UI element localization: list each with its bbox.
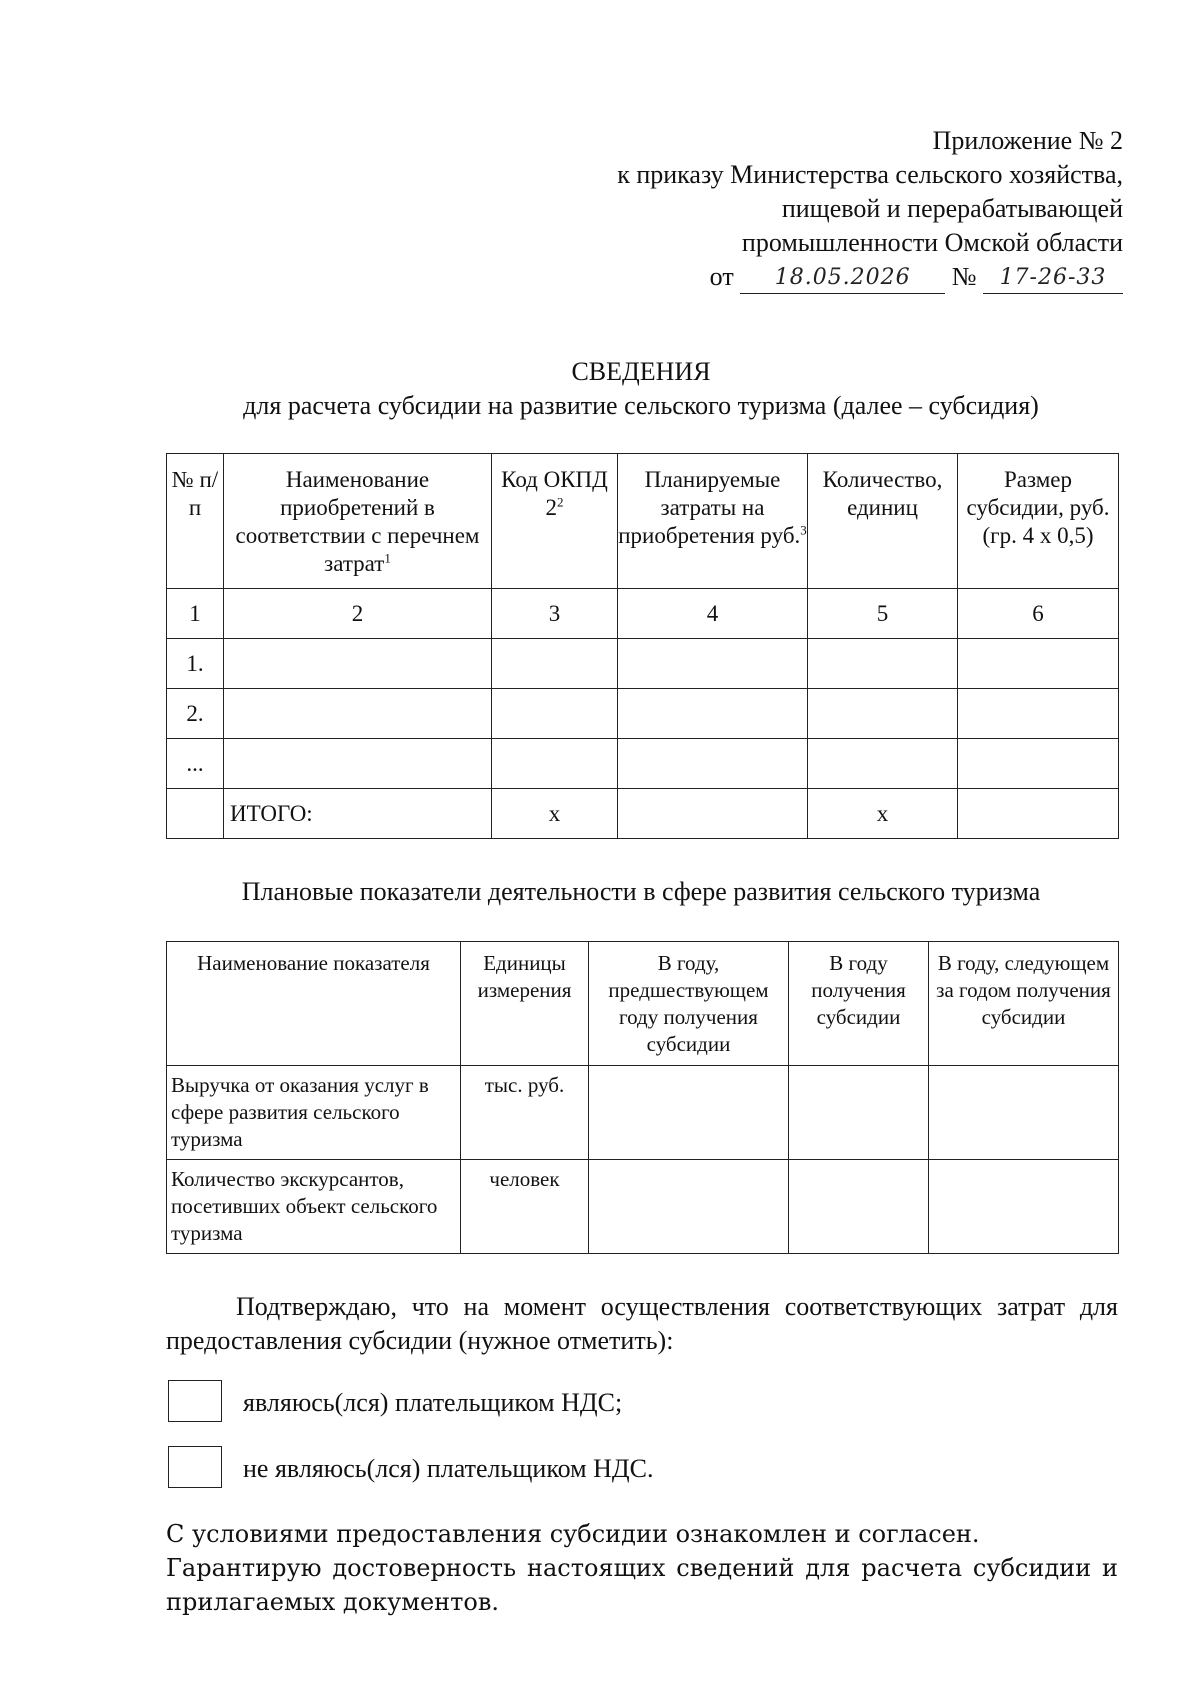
- table-cell[interactable]: [958, 639, 1119, 689]
- col-header-number: № п/п: [167, 454, 224, 589]
- table-cell: 1: [167, 589, 224, 639]
- vat-payer-label: являюсь(лся) плательщиком НДС;: [243, 1388, 623, 1417]
- col-header-quantity: Количество, единиц: [808, 454, 958, 589]
- table-cell[interactable]: [492, 639, 618, 689]
- table-cell[interactable]: [808, 639, 958, 689]
- table-cell[interactable]: [808, 689, 958, 739]
- indicator-name: Выручка от оказания услуг в сфере развития сельского туризма: [167, 1066, 461, 1160]
- indicator-unit: тыс. руб.: [461, 1066, 589, 1160]
- from-label: от: [709, 262, 734, 291]
- col-header-year-of: В году получения субсидии: [789, 942, 929, 1066]
- order-date-number: [710, 260, 1123, 294]
- order-line-1: к приказу Министерства сельского хозяйства,: [617, 160, 1123, 189]
- order-line-2: пищевой и перерабатывающей: [781, 194, 1123, 223]
- number-label: №: [951, 262, 977, 291]
- table-row: [167, 689, 1119, 739]
- table-cell[interactable]: [958, 739, 1119, 789]
- total-subsidy-cell[interactable]: [958, 789, 1119, 839]
- table-cell[interactable]: [589, 1160, 789, 1254]
- table-row: [167, 1160, 1119, 1254]
- guarantee-statement: Гарантирую достоверность настоящих сведений для расчета субсидии и прилагаемых документов.: [166, 1554, 1118, 1616]
- order-number: 17-26-33: [983, 263, 1123, 294]
- row-number: 2.: [167, 689, 224, 739]
- table-cell: 2: [224, 589, 492, 639]
- document-title: СВЕДЕНИЯ: [571, 357, 711, 386]
- table-cell[interactable]: [958, 689, 1119, 739]
- table-cell[interactable]: [808, 739, 958, 789]
- table-cell[interactable]: [618, 739, 808, 789]
- table-cell[interactable]: [224, 739, 492, 789]
- table-row: [167, 1066, 1119, 1160]
- table-row: [167, 739, 1119, 789]
- col-header-name: Наименование приобретений в соответствии с перечнем затрат$^1$: [224, 454, 492, 589]
- table-cell[interactable]: [618, 639, 808, 689]
- table-row: [167, 639, 1119, 689]
- col-header-year-after: В году, следующем за годом получения субсидии: [929, 942, 1119, 1066]
- table-cell[interactable]: [929, 1066, 1119, 1160]
- table-cell: 6: [958, 589, 1119, 639]
- order-line-3: промышленности Омской области: [741, 228, 1123, 257]
- non-vat-payer-checkbox[interactable]: [168, 1446, 222, 1488]
- indicator-name: Количество экскурсантов, посетивших объект сельского туризма: [167, 1160, 461, 1254]
- appendix-title: Приложение № 2: [932, 126, 1123, 155]
- table-cell[interactable]: [492, 739, 618, 789]
- total-quantity-cell: х: [808, 789, 958, 839]
- total-label: ИТОГО:: [224, 789, 492, 839]
- col-header-subsidy-amount: Размер субсидии, руб. (гр. 4 х 0,5): [958, 454, 1119, 589]
- table-cell[interactable]: [492, 689, 618, 739]
- row-number: 1.: [167, 639, 224, 689]
- section-title-indicators: Плановые показатели деятельности в сфере развития сельского туризма: [241, 877, 1041, 906]
- total-okpd-cell: х: [492, 789, 618, 839]
- agreement-statement: С условиями предоставления субсидии ознакомлен и согласен.: [166, 1520, 980, 1548]
- col-header-indicator-name: Наименование показателя: [167, 942, 461, 1066]
- indicator-unit: человек: [461, 1160, 589, 1254]
- table-cell[interactable]: [589, 1066, 789, 1160]
- table-cell: 3: [492, 589, 618, 639]
- subsidy-calculation-table: [166, 453, 1119, 839]
- table-cell: 5: [808, 589, 958, 639]
- planned-indicators-table: [166, 941, 1119, 1254]
- table-cell[interactable]: [929, 1160, 1119, 1254]
- document-subtitle: для расчета субсидии на развитие сельского туризма (далее – субсидия): [243, 391, 1039, 420]
- table-cell[interactable]: [618, 689, 808, 739]
- col-header-unit: Единицы измерения: [461, 942, 589, 1066]
- order-date: 18.05.2026: [740, 263, 945, 294]
- col-header-okpd: Код ОКПД $2^2$: [492, 454, 618, 589]
- col-header-year-before: В году, предшествующем году получения субсидии: [589, 942, 789, 1066]
- vat-payer-checkbox[interactable]: [168, 1380, 222, 1422]
- total-planned-costs-cell[interactable]: [618, 789, 808, 839]
- row-number: ...: [167, 739, 224, 789]
- table-cell[interactable]: [789, 1160, 929, 1254]
- col-header-planned-costs: Планируемые затраты на приобретения руб.$^3$: [618, 454, 808, 589]
- non-vat-payer-label: не являюсь(лся) плательщиком НДС.: [243, 1454, 654, 1483]
- column-number-row: [167, 589, 1119, 639]
- table-cell[interactable]: [224, 639, 492, 689]
- table-cell: 4: [618, 589, 808, 639]
- table-header-row: [167, 942, 1119, 1066]
- table-header-row: [167, 454, 1119, 589]
- table-cell[interactable]: [224, 689, 492, 739]
- confirmation-text: Подтверждаю, что на момент осуществления соответствующих затрат для предоставления субсидии (нужное отметить):: [166, 1292, 1118, 1355]
- total-row: [167, 789, 1119, 839]
- table-cell[interactable]: [789, 1066, 929, 1160]
- table-cell: [167, 789, 224, 839]
